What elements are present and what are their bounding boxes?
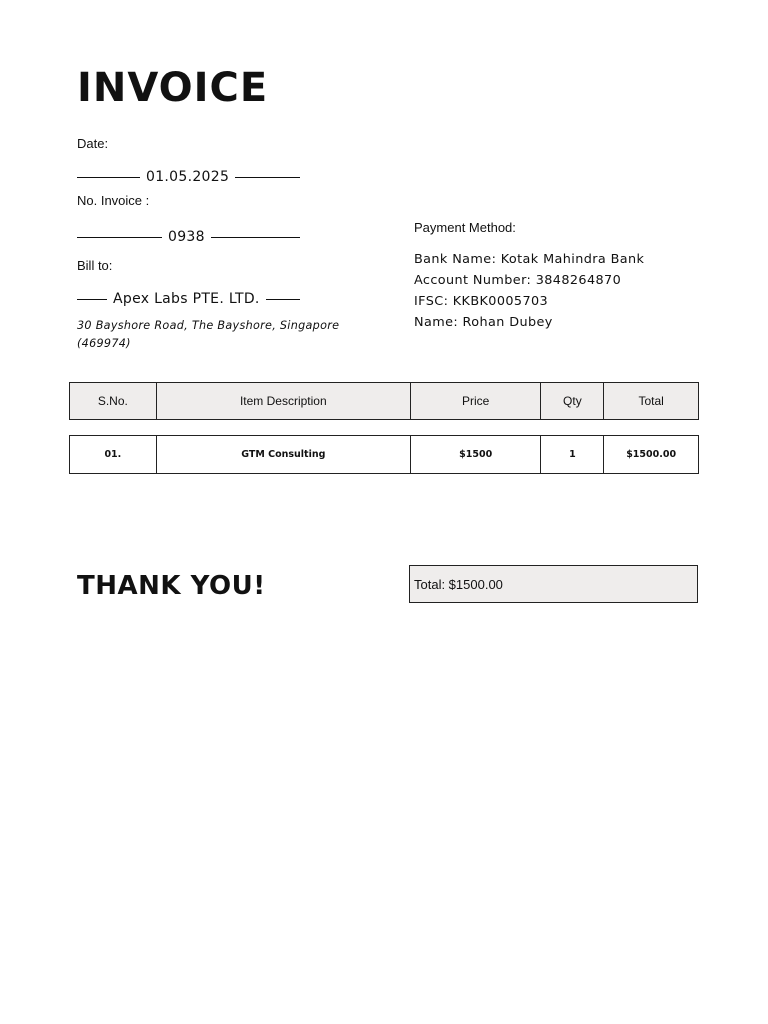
header-price: Price [411,383,542,419]
payment-details [414,249,644,333]
bill-to-label: Bill to: [77,258,113,273]
divider-line [266,299,300,300]
divider-line [211,237,300,238]
bank-name: Bank Name: Kotak Mahindra Bank [414,252,645,267]
row-price: $1500 [411,436,542,473]
invoice-number-field [77,228,300,246]
date-value: 01.05.2025 [146,169,230,185]
divider-line [235,177,300,178]
thank-you-heading: THANK YOU! [77,571,266,601]
header-total: Total [638,394,664,408]
row-serial: 01. [70,436,157,473]
bill-to-name: Apex Labs PTE. LTD. [113,291,260,307]
header-serial: S.No. [70,383,157,419]
account-holder-name: Name: Rohan Dubey [414,315,553,330]
date-field [77,168,300,186]
payment-method-heading: Payment Method: [414,220,516,235]
bill-to-field [77,290,300,308]
header-qty: Qty [541,383,604,419]
date-label: Date: [77,136,109,151]
invoice-number-label: No. Invoice : [77,193,150,208]
invoice-number-value: 0938 [168,229,205,245]
row-qty: 1 [541,436,604,473]
divider-line [77,299,107,300]
bill-to-address: 30 Bayshore Road, The Bayshore, Singapore (469974) [77,319,340,350]
invoice-title: INVOICE [77,65,269,111]
table-header [69,382,699,420]
grand-total: Total: $1500.00 [409,565,698,603]
row-total: $1500.00 [626,449,677,460]
header-description: Item Description [157,383,411,419]
account-number: Account Number: 3848264870 [414,273,622,288]
row-description: GTM Consulting [157,436,411,473]
divider-line [77,177,140,178]
divider-line [77,237,162,238]
ifsc-code: IFSC: KKBK0005703 [414,294,549,309]
table-row [69,435,699,474]
